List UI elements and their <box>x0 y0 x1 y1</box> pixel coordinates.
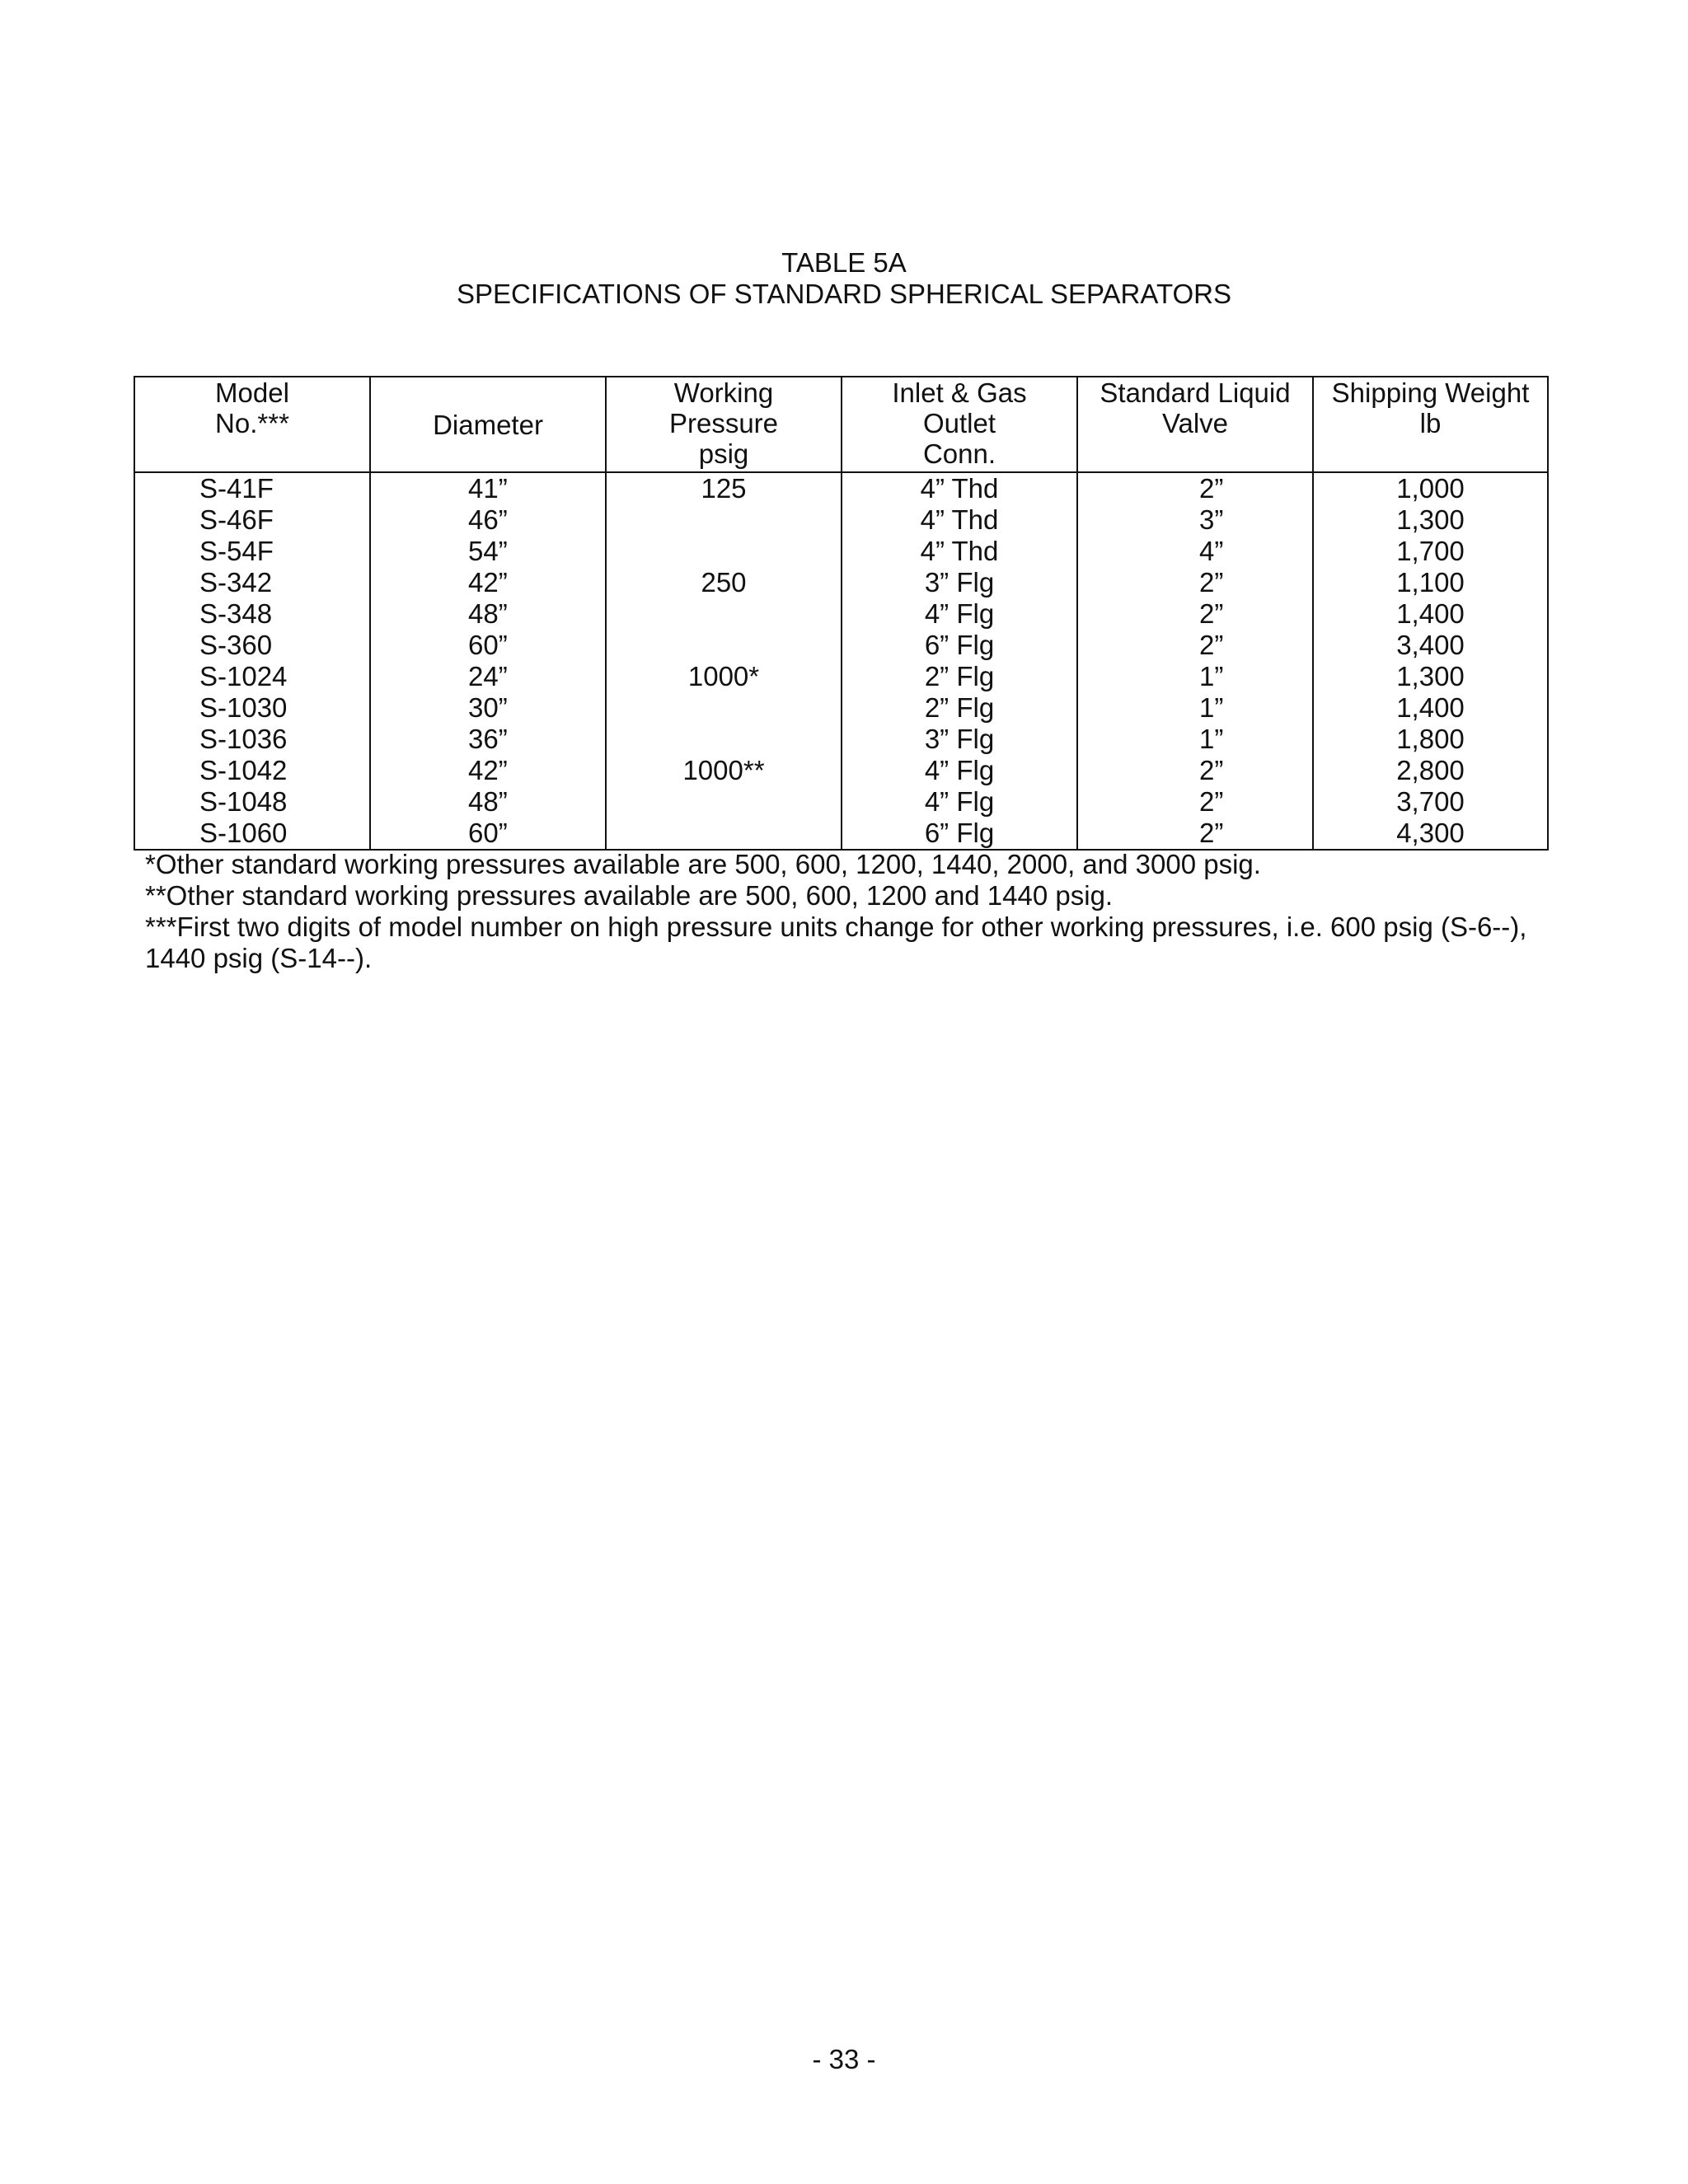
table-title: SPECIFICATIONS OF STANDARD SPHERICAL SEPARATORS <box>456 279 1232 309</box>
cell-working-pressure <box>606 504 842 536</box>
table-row <box>134 598 1548 630</box>
cell-diameter: 48” <box>370 786 606 818</box>
table-body <box>134 472 1548 850</box>
table-header-row <box>134 377 1548 472</box>
cell-diameter: 41” <box>370 472 606 504</box>
cell-liquid-valve: 1” <box>1077 692 1313 724</box>
table-row <box>134 504 1548 536</box>
cell-shipping-weight: 3,400 <box>1313 630 1548 661</box>
table-footnotes <box>145 849 1546 974</box>
cell-model: S-1060 <box>134 818 370 850</box>
cell-model: S-348 <box>134 598 370 630</box>
table-label: TABLE 5A <box>781 247 907 278</box>
cell-inlet-gas-outlet: 4” Flg <box>842 786 1077 818</box>
table-row <box>134 786 1548 818</box>
cell-diameter: 36” <box>370 724 606 755</box>
table-row <box>134 661 1548 692</box>
cell-working-pressure: 1000** <box>606 755 842 786</box>
cell-model: S-360 <box>134 630 370 661</box>
header-inlet-gas-outlet <box>842 377 1077 472</box>
table-row <box>134 724 1548 755</box>
table-row <box>134 536 1548 567</box>
cell-shipping-weight: 1,400 <box>1313 692 1548 724</box>
cell-model: S-54F <box>134 536 370 567</box>
header-liquid-line: Standard Liquid <box>1100 377 1291 408</box>
cell-shipping-weight: 1,300 <box>1313 504 1548 536</box>
cell-liquid-valve: 2” <box>1077 598 1313 630</box>
cell-working-pressure: 1000* <box>606 661 842 692</box>
cell-diameter: 60” <box>370 818 606 850</box>
cell-inlet-gas-outlet: 6” Flg <box>842 818 1077 850</box>
header-pressure-line: Pressure <box>668 408 779 438</box>
header-model <box>134 377 370 472</box>
cell-working-pressure <box>606 786 842 818</box>
cell-shipping-weight: 1,700 <box>1313 536 1548 567</box>
table-row <box>134 818 1548 850</box>
header-working-pressure <box>606 377 842 472</box>
cell-model: S-1042 <box>134 755 370 786</box>
cell-model: S-46F <box>134 504 370 536</box>
cell-model: S-41F <box>134 472 370 504</box>
table-row <box>134 472 1548 504</box>
cell-shipping-weight: 4,300 <box>1313 818 1548 850</box>
cell-diameter: 42” <box>370 567 606 598</box>
header-liquid-line: Valve <box>1161 408 1229 438</box>
header-inlet-line: Inlet & Gas <box>892 377 1027 408</box>
cell-diameter: 42” <box>370 755 606 786</box>
cell-liquid-valve: 1” <box>1077 724 1313 755</box>
cell-model: S-1036 <box>134 724 370 755</box>
table-row <box>134 567 1548 598</box>
footnote: *Other standard working pressures available are 500, 600, 1200, 1440, 2000, and 3000 psig. <box>145 849 1261 879</box>
cell-inlet-gas-outlet: 3” Flg <box>842 567 1077 598</box>
header-liquid-valve <box>1077 377 1313 472</box>
cell-working-pressure <box>606 630 842 661</box>
cell-shipping-weight: 3,700 <box>1313 786 1548 818</box>
header-weight-line: lb <box>1419 408 1442 438</box>
cell-model: S-342 <box>134 567 370 598</box>
page-number: - 33 - <box>812 2044 876 2074</box>
cell-shipping-weight: 1,100 <box>1313 567 1548 598</box>
cell-liquid-valve: 2” <box>1077 786 1313 818</box>
cell-diameter: 46” <box>370 504 606 536</box>
cell-shipping-weight: 2,800 <box>1313 755 1548 786</box>
header-pressure-line: psig <box>698 438 749 469</box>
cell-liquid-valve: 2” <box>1077 472 1313 504</box>
cell-working-pressure <box>606 692 842 724</box>
footnote: ***First two digits of model number on high pressure units change for other working pressures, i.e. 600 psig (S-6--), 1440 psig (S-14--). <box>145 912 1527 973</box>
cell-working-pressure <box>606 598 842 630</box>
cell-working-pressure <box>606 724 842 755</box>
header-inlet-line: Conn. <box>922 438 996 469</box>
cell-inlet-gas-outlet: 4” Thd <box>842 504 1077 536</box>
header-weight-line: Shipping Weight <box>1331 377 1530 408</box>
header-model-line: Model <box>215 377 289 408</box>
cell-inlet-gas-outlet: 4” Flg <box>842 598 1077 630</box>
header-diameter: Diameter <box>370 377 606 472</box>
cell-liquid-valve: 4” <box>1077 536 1313 567</box>
cell-model: S-1048 <box>134 786 370 818</box>
table-row <box>134 755 1548 786</box>
header-model-line: No.*** <box>215 408 289 438</box>
cell-inlet-gas-outlet: 4” Thd <box>842 536 1077 567</box>
cell-shipping-weight: 1,300 <box>1313 661 1548 692</box>
cell-shipping-weight: 1,400 <box>1313 598 1548 630</box>
cell-working-pressure <box>606 818 842 850</box>
cell-liquid-valve: 1” <box>1077 661 1313 692</box>
cell-model: S-1030 <box>134 692 370 724</box>
cell-inlet-gas-outlet: 2” Flg <box>842 661 1077 692</box>
cell-diameter: 54” <box>370 536 606 567</box>
cell-diameter: 24” <box>370 661 606 692</box>
cell-inlet-gas-outlet: 4” Flg <box>842 755 1077 786</box>
cell-inlet-gas-outlet: 4” Thd <box>842 472 1077 504</box>
cell-shipping-weight: 1,800 <box>1313 724 1548 755</box>
header-inlet-line: Outlet <box>922 408 996 438</box>
cell-diameter: 60” <box>370 630 606 661</box>
cell-inlet-gas-outlet: 3” Flg <box>842 724 1077 755</box>
table-heading <box>0 247 1688 310</box>
cell-diameter: 30” <box>370 692 606 724</box>
table-row <box>134 692 1548 724</box>
cell-liquid-valve: 2” <box>1077 567 1313 598</box>
cell-liquid-valve: 2” <box>1077 818 1313 850</box>
header-pressure-line: Working <box>673 377 774 408</box>
cell-liquid-valve: 3” <box>1077 504 1313 536</box>
cell-shipping-weight: 1,000 <box>1313 472 1548 504</box>
footnote: **Other standard working pressures available are 500, 600, 1200 and 1440 psig. <box>145 880 1114 911</box>
cell-model: S-1024 <box>134 661 370 692</box>
cell-inlet-gas-outlet: 6” Flg <box>842 630 1077 661</box>
cell-working-pressure: 125 <box>606 472 842 504</box>
cell-liquid-valve: 2” <box>1077 630 1313 661</box>
header-shipping-weight <box>1313 377 1548 472</box>
table-row <box>134 630 1548 661</box>
cell-liquid-valve: 2” <box>1077 755 1313 786</box>
cell-working-pressure <box>606 536 842 567</box>
cell-diameter: 48” <box>370 598 606 630</box>
cell-inlet-gas-outlet: 2” Flg <box>842 692 1077 724</box>
cell-working-pressure: 250 <box>606 567 842 598</box>
specifications-table <box>134 376 1549 851</box>
